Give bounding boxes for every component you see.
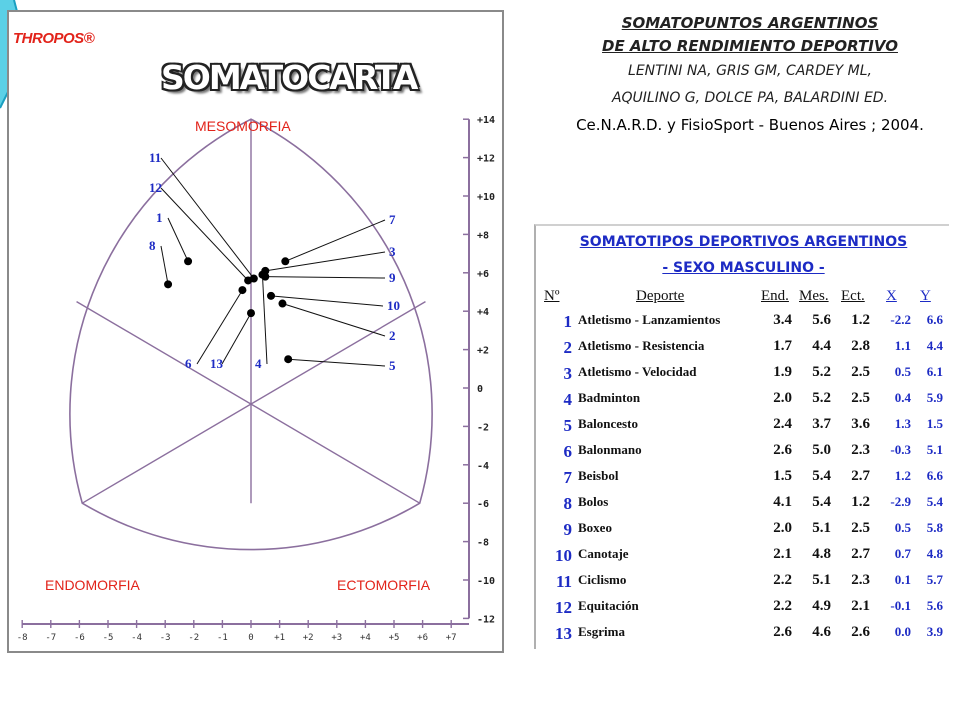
row-end: 2.1 <box>773 546 792 562</box>
data-point-9 <box>261 273 269 281</box>
row-num: 6 <box>563 442 572 461</box>
row-deporte: Atletismo - Velocidad <box>578 364 697 379</box>
point-label-3: 3 <box>389 244 396 259</box>
somatotype-table <box>534 224 949 649</box>
row-x: 0.5 <box>894 364 911 379</box>
row-mes: 4.8 <box>812 546 831 562</box>
row-deporte: Baloncesto <box>578 416 638 431</box>
row-deporte: Atletismo - Lanzamientos <box>578 312 721 327</box>
row-num: 7 <box>563 468 572 487</box>
row-y: 5.4 <box>926 494 943 509</box>
x-axis <box>17 620 469 643</box>
y-tick-label: -10 <box>477 576 496 587</box>
header-ect: Ect. <box>841 288 865 304</box>
row-deporte: Atletismo - Resistencia <box>578 338 705 353</box>
row-ect: 1.2 <box>851 494 870 510</box>
row-mes: 5.4 <box>812 494 831 510</box>
row-y: 1.5 <box>926 416 943 431</box>
row-y: 5.7 <box>926 572 943 587</box>
y-tick-label: +10 <box>477 192 496 203</box>
table-subtitle: - SEXO MASCULINO - <box>662 260 825 276</box>
region-label-ectomorfia: ECTOMORFIA <box>337 577 431 593</box>
row-x: 0.0 <box>894 624 911 639</box>
row-end: 2.2 <box>773 598 792 614</box>
x-tick-label: -6 <box>73 633 85 643</box>
y-tick-label: -4 <box>477 460 490 472</box>
point-label-12: 12 <box>149 180 162 195</box>
table-row <box>536 364 951 390</box>
row-num: 13 <box>555 624 572 643</box>
row-y: 4.4 <box>926 338 943 353</box>
table-title: SOMATOTIPOS DEPORTIVOS ARGENTINOS <box>579 234 908 250</box>
leader-line-7 <box>285 220 385 261</box>
row-x: -0.1 <box>890 598 911 613</box>
y-tick-label: -8 <box>477 537 490 549</box>
leader-line-6 <box>197 290 242 364</box>
data-point-1 <box>184 257 192 265</box>
table-row <box>536 338 951 364</box>
data-point-8 <box>164 280 172 288</box>
row-ect: 2.7 <box>851 468 870 484</box>
row-end: 1.5 <box>773 468 792 484</box>
x-tick-label: +4 <box>359 633 371 643</box>
row-y: 5.6 <box>926 598 943 613</box>
point-label-5: 5 <box>389 358 396 373</box>
point-label-11: 11 <box>149 150 162 165</box>
row-x: 1.2 <box>894 468 911 483</box>
table-row <box>536 520 951 546</box>
somatochart-frame <box>70 119 432 549</box>
somatochart-panel <box>7 10 504 653</box>
row-ect: 2.3 <box>851 442 870 458</box>
region-label-mesomorfia: MESOMORFIA <box>195 118 291 134</box>
row-mes: 4.9 <box>812 598 831 614</box>
row-ect: 2.3 <box>851 572 870 588</box>
row-mes: 5.6 <box>812 312 831 328</box>
header-deporte: Deporte <box>636 288 685 304</box>
row-deporte: Balonmano <box>578 442 642 457</box>
y-tick-label: -6 <box>477 499 490 511</box>
citation-title-line1: SOMATOPUNTOS ARGENTINOS <box>621 14 879 32</box>
citation-title-line2: DE ALTO RENDIMIENTO DEPORTIVO <box>602 37 898 55</box>
row-end: 2.6 <box>773 442 792 458</box>
y-tick-label: -2 <box>477 422 490 434</box>
row-x: 0.1 <box>894 572 911 587</box>
data-point-12 <box>244 276 252 284</box>
point-label-7: 7 <box>389 212 396 227</box>
brand-logo-text: THROPOS® <box>13 30 95 47</box>
y-tick-label: +4 <box>477 307 490 319</box>
data-point-2 <box>278 300 286 308</box>
row-ect: 2.5 <box>851 390 870 406</box>
row-ect: 1.2 <box>851 312 870 328</box>
row-num: 3 <box>563 364 572 383</box>
leader-line-13 <box>222 313 251 364</box>
row-ect: 2.8 <box>851 338 870 354</box>
leader-line-5 <box>288 359 385 366</box>
row-end: 2.2 <box>773 572 792 588</box>
somatocarta-title: SOMATOCARTA <box>161 58 417 97</box>
y-tick-label: +14 <box>477 115 496 127</box>
point-label-4: 4 <box>255 356 262 371</box>
table-row <box>536 442 951 468</box>
row-num: 5 <box>563 416 572 435</box>
table-row <box>536 494 951 520</box>
y-tick-label: 0 <box>477 384 484 395</box>
x-tick-label: +7 <box>445 633 457 643</box>
row-y: 6.6 <box>926 468 943 483</box>
row-x: -2.2 <box>890 312 911 327</box>
leader-line-8 <box>161 246 168 284</box>
row-end: 4.1 <box>773 494 792 510</box>
table-row <box>536 598 951 624</box>
leader-line-10 <box>271 296 383 306</box>
leader-line-9 <box>265 277 385 278</box>
citation-authors-line1: LENTINI NA, GRIS GM, CARDEY ML, <box>628 63 872 79</box>
table-row <box>536 416 951 442</box>
axis-diagonal-left <box>77 302 420 504</box>
data-point-7 <box>281 257 289 265</box>
y-tick-label: +12 <box>477 153 496 165</box>
row-y: 6.6 <box>926 312 943 327</box>
row-mes: 3.7 <box>812 416 831 432</box>
header-mes: Mes. <box>799 288 829 304</box>
row-mes: 5.2 <box>812 390 831 406</box>
row-ect: 2.1 <box>851 598 870 614</box>
row-x: 0.7 <box>894 546 911 561</box>
x-tick-label: +6 <box>417 633 429 643</box>
row-y: 6.1 <box>926 364 943 379</box>
data-point-6 <box>238 286 246 294</box>
row-deporte: Bolos <box>578 494 609 509</box>
table-row <box>536 312 951 338</box>
row-mes: 5.1 <box>812 572 831 588</box>
data-point-5 <box>284 355 292 363</box>
row-end: 2.6 <box>773 624 792 640</box>
row-end: 1.9 <box>773 364 792 380</box>
row-mes: 5.1 <box>812 520 831 536</box>
point-label-9: 9 <box>389 270 396 285</box>
row-ect: 2.5 <box>851 364 870 380</box>
row-num: 2 <box>563 338 572 357</box>
row-deporte: Ciclismo <box>578 572 627 587</box>
row-x: 0.4 <box>894 390 911 405</box>
row-num: 1 <box>563 312 572 331</box>
row-ect: 3.6 <box>851 416 870 432</box>
somatochart-svg <box>9 12 502 651</box>
row-mes: 4.6 <box>812 624 831 640</box>
point-label-6: 6 <box>185 356 192 371</box>
row-num: 11 <box>555 572 572 591</box>
x-tick-label: -7 <box>45 633 57 643</box>
x-tick-label: 0 <box>248 633 254 643</box>
header-x: X <box>886 288 897 304</box>
citation-block <box>540 12 960 138</box>
row-num: 10 <box>555 546 572 565</box>
header-end: End. <box>761 288 789 304</box>
table-row <box>536 624 951 650</box>
leader-line-11 <box>161 158 254 279</box>
data-point-13 <box>247 309 255 317</box>
table-row <box>536 546 951 572</box>
row-end: 1.7 <box>773 338 792 354</box>
y-axis <box>463 115 495 625</box>
x-tick-label: +3 <box>331 633 343 643</box>
x-tick-label: -5 <box>102 633 114 643</box>
row-deporte: Boxeo <box>578 520 612 535</box>
data-point-10 <box>267 292 275 300</box>
row-mes: 5.0 <box>812 442 831 458</box>
row-mes: 5.2 <box>812 364 831 380</box>
row-num: 12 <box>555 598 572 617</box>
leader-line-12 <box>161 188 248 280</box>
row-y: 5.8 <box>926 520 943 535</box>
row-x: 1.1 <box>894 338 911 353</box>
table-row <box>536 468 951 494</box>
x-tick-label: -4 <box>131 633 143 643</box>
y-tick-label: -12 <box>477 614 496 626</box>
point-label-13: 13 <box>210 356 223 371</box>
citation-authors-line2: AQUILINO G, DOLCE PA, BALARDINI ED. <box>611 90 889 106</box>
point-label-10: 10 <box>387 298 400 313</box>
row-ect: 2.7 <box>851 546 870 562</box>
x-tick-label: +1 <box>274 633 286 643</box>
header-num: Nº <box>544 288 560 304</box>
row-deporte: Canotaje <box>578 546 629 561</box>
point-label-2: 2 <box>389 328 396 343</box>
point-label-8: 8 <box>149 238 156 253</box>
row-y: 3.9 <box>926 624 943 639</box>
row-mes: 5.4 <box>812 468 831 484</box>
row-deporte: Beisbol <box>578 468 619 483</box>
y-tick-label: +2 <box>477 345 490 357</box>
y-tick-label: +8 <box>477 230 490 242</box>
row-ect: 2.5 <box>851 520 870 536</box>
citation-source: Ce.N.A.R.D. y FisioSport - Buenos Aires ; 2004. <box>576 116 924 134</box>
row-deporte: Badminton <box>578 390 641 405</box>
x-tick-label: -1 <box>216 633 228 643</box>
point-label-1: 1 <box>156 210 163 225</box>
leader-line-2 <box>282 304 385 336</box>
row-end: 2.0 <box>773 390 792 406</box>
table-row <box>536 572 951 598</box>
y-tick-label: +6 <box>477 268 490 280</box>
x-tick-label: -3 <box>159 633 171 643</box>
row-x: -2.9 <box>890 494 911 509</box>
row-end: 2.4 <box>773 416 792 432</box>
table-row <box>536 390 951 416</box>
row-num: 9 <box>563 520 572 539</box>
header-y: Y <box>920 288 931 304</box>
row-end: 3.4 <box>773 312 792 328</box>
row-ect: 2.6 <box>851 624 870 640</box>
row-deporte: Equitación <box>578 598 639 613</box>
row-y: 5.9 <box>926 390 943 405</box>
x-tick-label: +2 <box>302 633 314 643</box>
row-num: 4 <box>563 390 572 409</box>
row-end: 2.0 <box>773 520 792 536</box>
x-tick-label: -8 <box>16 633 28 643</box>
x-tick-label: +5 <box>388 633 400 643</box>
row-y: 5.1 <box>926 442 943 457</box>
row-x: -0.3 <box>890 442 911 457</box>
x-tick-label: -2 <box>188 633 200 643</box>
data-points <box>164 257 292 363</box>
leader-line-1 <box>168 218 188 261</box>
leader-line-4 <box>262 275 267 364</box>
row-mes: 4.4 <box>812 338 831 354</box>
row-deporte: Esgrima <box>578 624 625 639</box>
leader-lines <box>161 158 385 366</box>
row-y: 4.8 <box>926 546 943 561</box>
row-x: 0.5 <box>894 520 911 535</box>
row-x: 1.3 <box>894 416 911 431</box>
region-label-endomorfia: ENDOMORFIA <box>45 577 140 593</box>
row-num: 8 <box>563 494 572 513</box>
axis-diagonal-right <box>82 302 425 504</box>
